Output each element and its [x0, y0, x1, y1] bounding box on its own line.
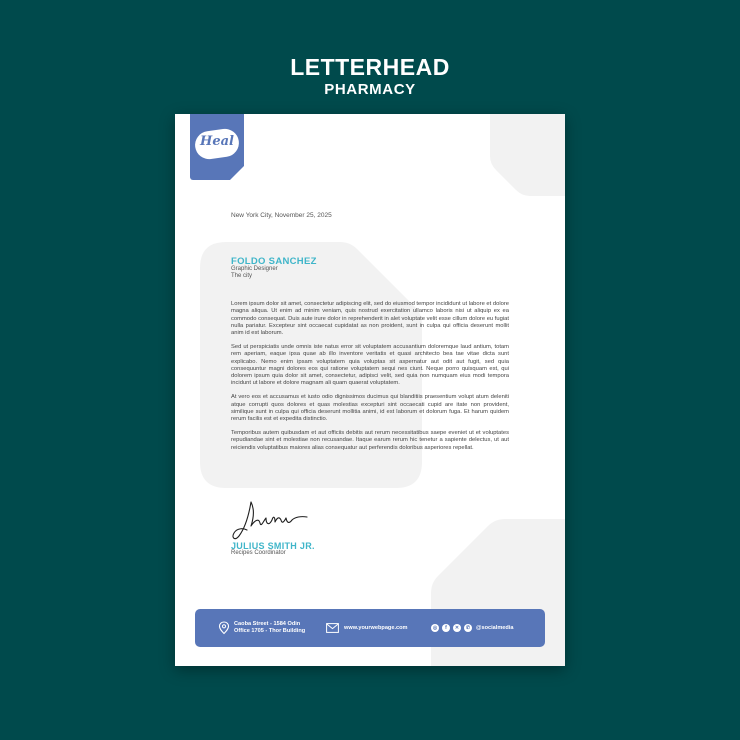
facebook-icon[interactable]: f: [442, 624, 450, 632]
sender-name: JULIUS SMITH JR.: [231, 541, 315, 551]
footer-social: [431, 609, 513, 647]
footer-address: [218, 609, 305, 647]
recipient-city: The city: [231, 273, 253, 279]
brand-logo-text: Heal: [200, 134, 234, 149]
body-paragraph: Lorem ipsum dolor sit amet, consectetur adipiscing elit, sed do eiusmod tempor incididunt ut labore et dolore magna aliqua. Ut enim ad minim veniam, quis nostrud exercitation ullamco laboris nisi ut aliquip ex ea commodo consequat. Duis aute irure dolor in reprehenderit in alet voluptate velit esse cillum dolore eu fugiat nulla pariatur. Excepteur sint occaecat cupidatat as non proident, sunt in culpa qui officia deserunt mollit anim id est laborum.: [231, 301, 509, 337]
page-heading-subtitle: PHARMACY: [324, 81, 416, 98]
location-pin-icon: [218, 621, 230, 635]
recipient-name: FOLDO SANCHEZ: [231, 256, 317, 267]
instagram-icon[interactable]: ◎: [432, 625, 438, 631]
social-handle[interactable]: @socialmedia: [476, 624, 514, 631]
logo-tab: [190, 114, 244, 180]
website-url[interactable]: www.yourwebpage.com: [344, 624, 408, 631]
top-right-decor-shape: [490, 114, 565, 196]
letterhead-sheet: [175, 114, 565, 666]
letter-body: [231, 301, 509, 458]
address-line-1: Caoba Street - 1584 Odin: [234, 621, 301, 627]
address-line-2: Office 1705 - Thor Building: [234, 628, 306, 634]
letter-date: New York City, November 25, 2025: [231, 212, 332, 219]
mail-icon: [326, 623, 339, 633]
footer-website[interactable]: [326, 609, 408, 647]
body-paragraph: At vero eos et accusamus et iusto odio dignissimos ducimus qui blanditiis praesentium volupt atum deleniti atque corrupti quos dolores et quas molestias excepturi sint occaecati cupid are itate non provident, similique sunt in culpa qui officia deserunt mollitia animi, id est laborum et dolorum fuga. Et harum quidem rerum facilis est et expedita distinctio.: [231, 394, 509, 423]
whatsapp-icon[interactable]: ✆: [465, 625, 471, 631]
page-heading-title: LETTERHEAD: [290, 54, 450, 80]
recipient-role: Graphic Designer: [231, 266, 278, 272]
handwritten-signature: [229, 498, 309, 542]
x-icon[interactable]: ✕: [454, 625, 460, 631]
footer-bar: [195, 609, 545, 647]
body-paragraph: Sed ut perspiciatis unde omnis iste natus error sit voluptatem accusantium doloremque laud antium, totam rem aperiam, eaque ipsa quae ab illo inventore veritatis et quasi architecto bea tae vitae dicta sunt explicabo. Nemo enim ipsam voluptatem quia voluptas sit aspernatur aut odit aut fugit, sed quia consequuntur magni dolores eos qui ratione voluptatem sequi nes ciunt. Neque porro quisquam est, qui dolorem ipsum quia dolor sit amet, consectetur, adipisci velit, sed quia non numquam eius modi tempora incidunt ut labore et dolore magnam ali quam quaerat voluptatem.: [231, 343, 509, 387]
body-paragraph: Temporibus autem quibusdam et aut officiis debitis aut rerum necessitatibus saepe eveniet ut et voluptates repudiandae sint et molestiae non recusandae. Itaque earum rerum hic tenetur a sapiente delectus, ut aut reiciendis voluptatibus maiores alias consequatur aut perferendis doloribus asperiores repellat.: [231, 429, 509, 451]
sender-role: Recipes Coordinator: [231, 550, 286, 556]
